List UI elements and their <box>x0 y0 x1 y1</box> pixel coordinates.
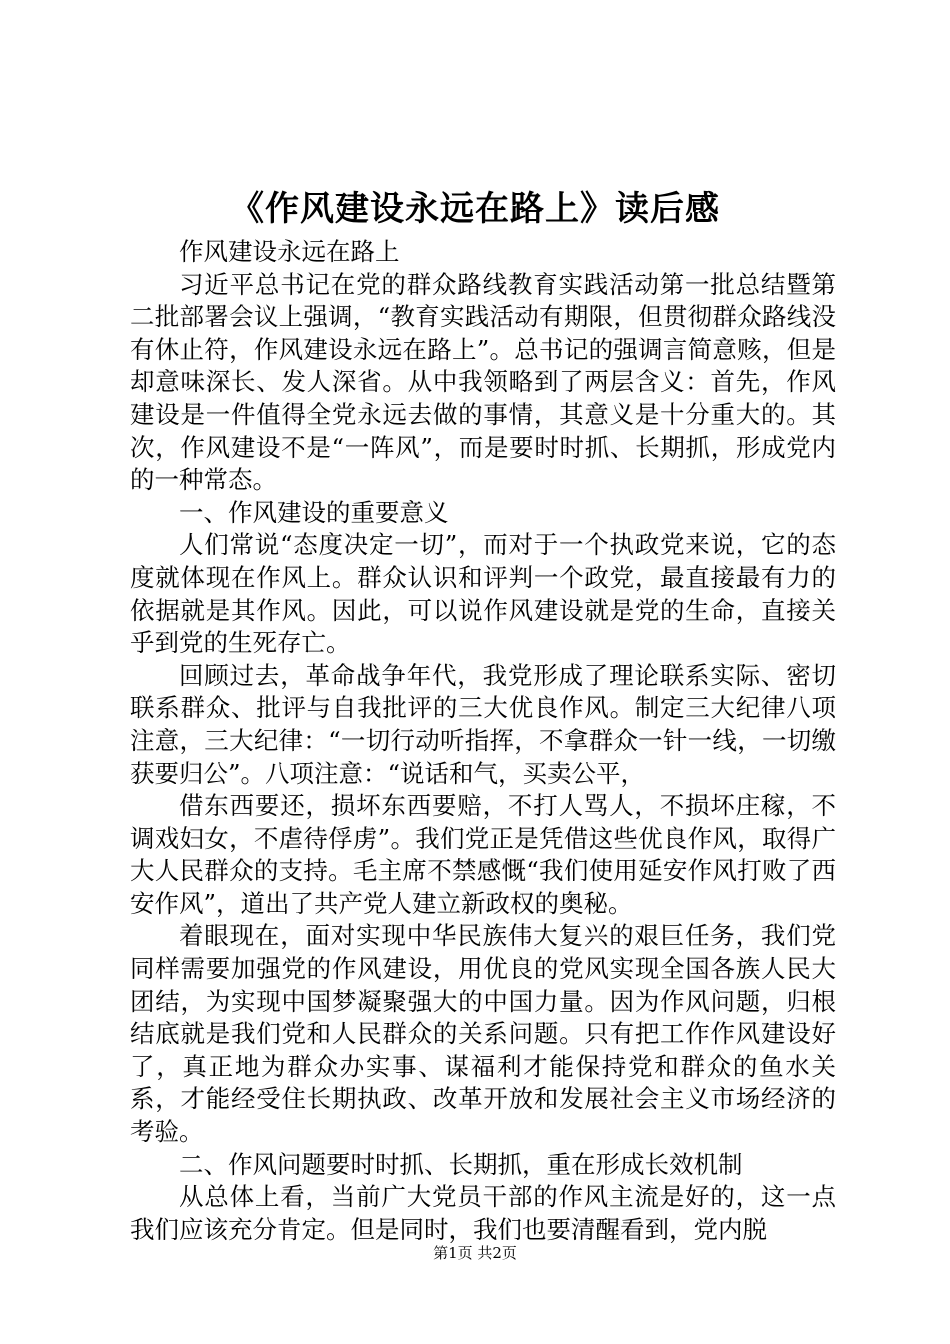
document-body <box>130 236 836 1246</box>
body-paragraph: 借东西要还，损坏东西要赔，不打人骂人，不损坏庄稼，不调戏妇女，不虐待俘虏”。我们党正是凭借这些优良作风，取得广大人民群众的支持。毛主席不禁感慨“我们使用延安作风打败了西安作风”，道出了共产党人建立新政权的奥秘。 <box>130 791 836 918</box>
body-paragraph: 回顾过去，革命战争年代，我党形成了理论联系实际、密切联系群众、批评与自我批评的三大优良作风。制定三大纪律八项注意，三大纪律：“一切行动听指挥，不拿群众一针一线，一切缴获要归公”。八项注意：“说话和气，买卖公平， <box>130 660 836 788</box>
page-footer: 第1页 共2页 <box>433 1244 517 1262</box>
subtitle-paragraph: 作风建设永远在路上 <box>179 237 400 266</box>
body-paragraph: 着眼现在，面对实现中华民族伟大复兴的艰巨任务，我们党同样需要加强党的作风建设，用优良的党风实现全国各族人民大团结，为实现中国梦凝聚强大的中国力量。因为作风问题，归根结底就是我们党和人民群众的关系问题。只有把工作作风建设好了，真正地为群众办实事、谋福利才能保持党和群众的鱼水关系，才能经受住长期执政、改革开放和发展社会主义市场经济的考验。 <box>130 921 836 1147</box>
body-paragraph: 习近平总书记在党的群众路线教育实践活动第一批总结暨第二批部署会议上强调，“教育实践活动有期限，但贯彻群众路线没有休止符，作风建设永远在路上”。总书记的强调言简意赅，但是却意味深长、发人深省。从中我领略到了两层含义：首先，作风建设是一件值得全党永远去做的事情，其意义是十分重大的。其次，作风建设不是“一阵风”，而是要时时抓、长期抓，形成党内的一种常态。 <box>130 269 836 495</box>
document-title: 《作风建设永远在路上》读后感 <box>230 189 720 229</box>
section-heading: 二、作风问题要时时抓、长期抓，重在形成长效机制 <box>179 1149 743 1179</box>
body-paragraph: 从总体上看，当前广大党员干部的作风主流是好的，这一点我们应该充分肯定。但是同时，我们也要清醒看到，党内脱 <box>130 1182 836 1244</box>
section-heading: 一、作风建设的重要意义 <box>179 497 449 527</box>
body-paragraph: 人们常说“态度决定一切”，而对于一个执政党来说，它的态度就体现在作风上。群众认识和评判一个政党，最直接最有力的依据就是其作风。因此，可以说作风建设就是党的生命，直接关乎到党的生死存亡。 <box>130 530 836 658</box>
